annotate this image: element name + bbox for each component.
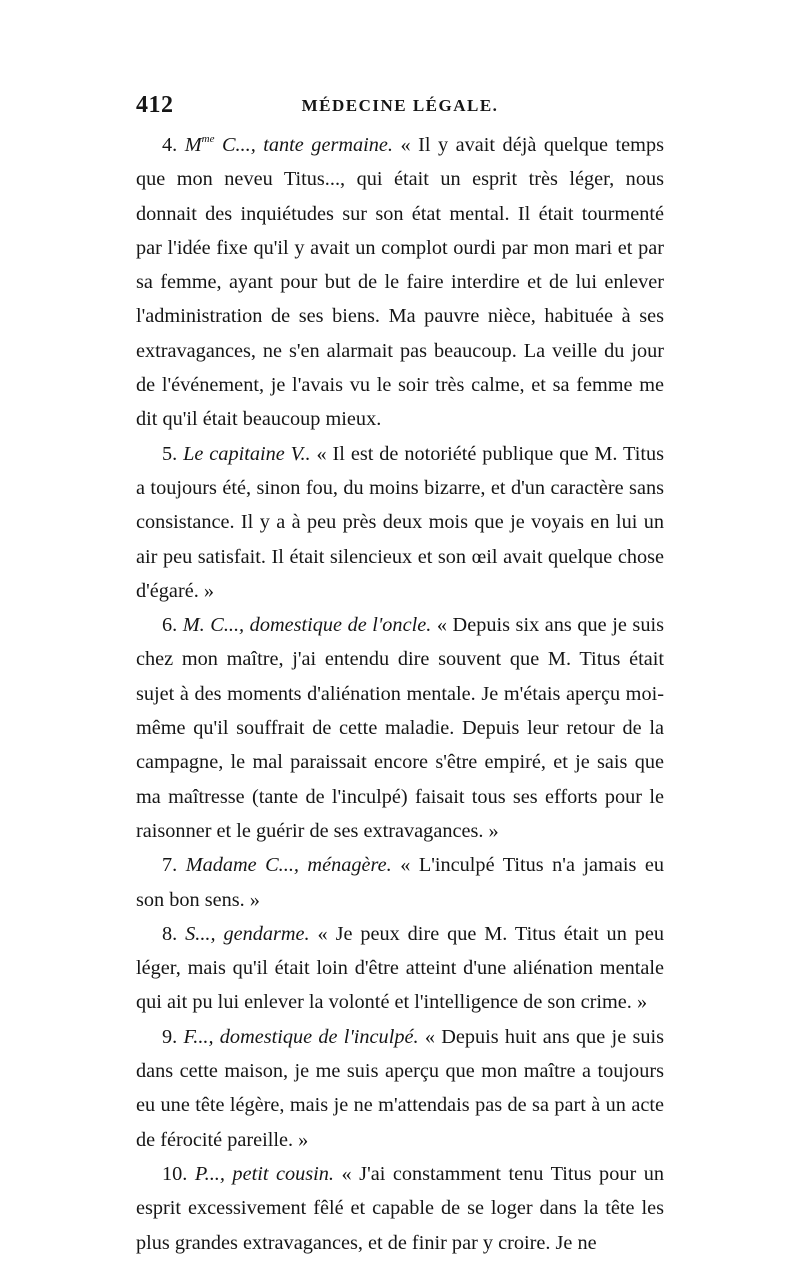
page-header [136, 92, 664, 122]
testimony-number: 6. [162, 614, 178, 637]
testimony-text: « J'ai constamment tenu Titus pour un esprit excessivement fêlé et capable de se loger dans la tête les plus grandes extravagances, et de finir par y croire. Je ne [136, 1162, 665, 1254]
testimony-paragraph [136, 917, 664, 1020]
witness-name: Madame C..., ménagère. [185, 854, 392, 877]
witness-name: S..., gendarme. [185, 922, 310, 945]
witness-name: Le capitaine V.. [183, 442, 311, 465]
testimony-number: 9. [162, 1025, 178, 1048]
testimony-number: 10. [162, 1162, 188, 1185]
testimony-paragraph [136, 608, 664, 848]
testimony-paragraph [136, 1020, 664, 1157]
testimony-text: « Il y avait déjà quelque temps que mon neveu Titus..., qui était un esprit très léger, nous donnait des inquiétudes sur son état mental. Il était tourmenté par l'idée fixe qu'il y avait un complot ourdi par mon mari et par sa femme, ayant pour but de le faire interdire et de lui enlever l'administration de ses biens. Ma pauvre nièce, habituée à ses extravagances, ne s'en alarmait pas beaucoup. La veille du jour de l'événement, je l'avais vu le soir très calme, et sa femme me dit qu'il était beaucoup mieux. [136, 134, 664, 431]
page-number: 412 [136, 92, 174, 118]
testimony-paragraph [136, 437, 664, 608]
witness-name: F..., domestique de l'inculpé. [183, 1025, 419, 1048]
page-body [136, 128, 664, 1260]
witness-name: P..., petit cousin. [194, 1162, 335, 1185]
testimony-paragraph [136, 128, 664, 437]
testimony-number: 5. [162, 442, 178, 465]
running-title: MÉDECINE LÉGALE. [301, 96, 499, 115]
testimony-text: « Je peux dire que M. Titus était un peu léger, mais qu'il était loin d'être atteint d'une aliénation mentale qui ait pu lui enlever la volonté et l'intelligence de son crime. » [136, 922, 665, 1014]
testimony-paragraph [136, 1157, 664, 1260]
testimony-number: 4. [162, 134, 178, 156]
testimony-text: « L'inculpé Titus n'a jamais eu son bon sens. » [136, 854, 664, 911]
testimony-text: « Depuis six ans que je suis chez mon maître, j'ai entendu dire souvent que M. Titus était sujet à des moments d'aliénation mentale. Je m'étais aperçu moi-même qu'il souffrait de cette maladie. Depuis leur retour de la campagne, le mal paraissait encore s'être empiré, et je sais que ma maîtresse (tante de l'inculpé) faisait tous ses efforts pour le raisonner et le guérir de ses extravagances. » [136, 614, 664, 842]
testimony-number: 7. [162, 854, 178, 877]
witness-name: $M^{me}$ C..., tante germaine. [184, 133, 393, 156]
witness-name: M. C..., domestique de l'oncle. [182, 614, 432, 637]
testimony-text: « Depuis huit ans que je suis dans cette maison, je me suis aperçu que mon maître a toujours eu une tête légère, mais je ne m'attendais pas de sa part à un acte de férocité pareille. » [136, 1025, 665, 1151]
testimony-text: « Il est de notoriété publique que M. Titus a toujours été, sinon fou, du moins bizarre, et d'un caractère sans consistance. Il y a à peu près deux mois que je voyais en lui un air peu satisfait. Il était silencieux et son œil avait quelque chose d'égaré. » [136, 442, 664, 602]
testimony-paragraph [136, 848, 664, 917]
testimony-number: 8. [162, 922, 178, 945]
